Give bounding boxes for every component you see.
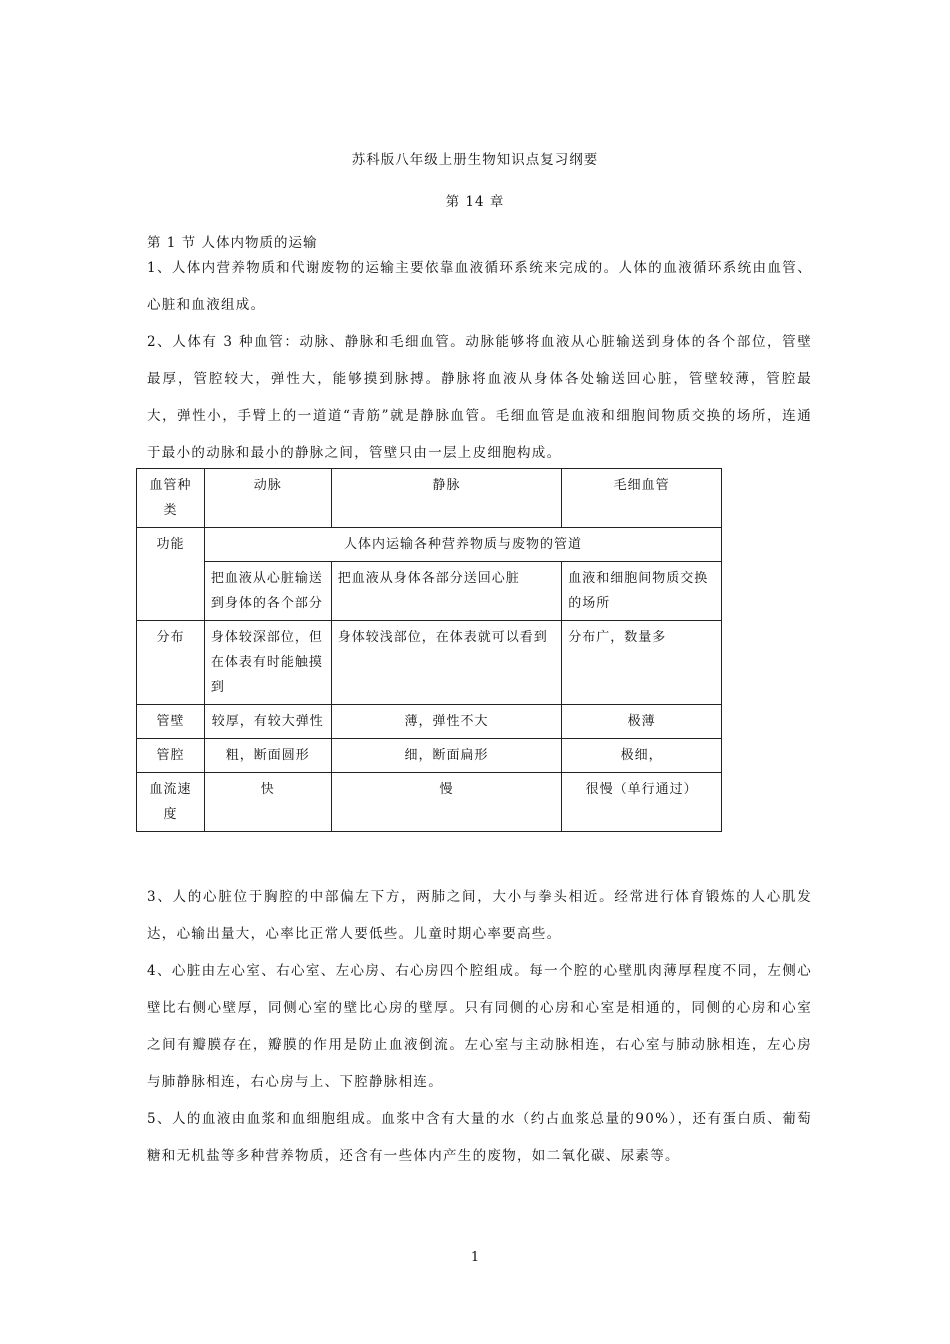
document-title: 苏科版八年级上册生物知识点复习纲要 — [351, 152, 599, 168]
wall-artery: 较厚，有较大弹性 — [204, 705, 331, 739]
function-capillary: 血液和细胞间物质交换的场所 — [562, 562, 722, 621]
paragraph-5: 5、人的血液由血浆和血细胞组成。血浆中含有大量的水（约占血浆总量的90%），还有蛋白质、葡萄糖和无机盐等多种营养物质，还含有一些体内产生的废物，如二氧化碳、尿素等。 — [147, 1111, 812, 1164]
header-capillary: 毛细血管 — [562, 469, 722, 528]
distribution-artery: 身体较深部位，但在体表有时能触摸到 — [204, 621, 331, 705]
table-row-distribution — [137, 621, 722, 705]
distribution-capillary: 分布广，数量多 — [562, 621, 722, 705]
header-vein: 静脉 — [331, 469, 562, 528]
function-label: 功能 — [137, 528, 205, 621]
wall-vein: 薄，弹性不大 — [331, 705, 562, 739]
table-row-wall — [137, 705, 722, 739]
paragraph-4: 4、心脏由左心室、右心室、左心房、右心房四个腔组成。每一个腔的心壁肌肉薄厚程度不同，左侧心壁比右侧心壁厚，同侧心室的壁比心房的壁厚。只有同侧的心房和心室是相通的，同侧的心房和心室之间有瓣膜存在，瓣膜的作用是防止血液倒流。左心室与主动脉相连，右心室与肺动脉相连，左心房与肺静脉相连，右心房与上、下腔静脉相连。 — [147, 963, 812, 1090]
table-row-function — [137, 562, 722, 621]
distribution-label: 分布 — [137, 621, 205, 705]
chapter-heading: 第 14 章 — [445, 194, 505, 210]
header-artery: 动脉 — [204, 469, 331, 528]
paragraph-2: 2、人体有 3 种血管：动脉、静脉和毛细血管。动脉能够将血液从心脏输送到身体的各个部位，管壁最厚，管腔较大，弹性大，能够摸到脉搏。静脉将血液从身体各处输送回心脏，管壁较薄，管腔最大，弹性小，手臂上的一道道“青筋”就是静脉血管。毛细血管是血液和细胞间物质交换的场所，连通于最小的动脉和最小的静脉之间，管壁只由一层上皮细胞构成。 — [147, 334, 812, 461]
table-row-function-common — [137, 528, 722, 562]
lumen-capillary: 极细， — [562, 739, 722, 773]
paragraph-1: 1、人体内营养物质和代谢废物的运输主要依靠血液循环系统来完成的。人体的血液循环系统由血管、心脏和血液组成。 — [147, 260, 812, 313]
paragraph-3: 3、人的心脏位于胸腔的中部偏左下方，两肺之间，大小与拳头相近。经常进行体育锻炼的人心肌发达，心输出量大，心率比正常人要低些。儿童时期心率要高些。 — [147, 889, 812, 942]
page-number: 1 — [470, 1250, 480, 1265]
header-label: 血管种类 — [137, 469, 205, 528]
function-vein: 把血液从身体各部分送回心脏 — [331, 562, 562, 621]
lumen-artery: 粗，断面圆形 — [204, 739, 331, 773]
flow-capillary: 很慢（单行通过） — [562, 773, 722, 832]
lumen-vein: 细，断面扁形 — [331, 739, 562, 773]
flow-artery: 快 — [204, 773, 331, 832]
distribution-vein: 身体较浅部位，在体表就可以看到 — [331, 621, 562, 705]
table-row-header — [137, 469, 722, 528]
lumen-label: 管腔 — [137, 739, 205, 773]
wall-label: 管壁 — [137, 705, 205, 739]
table-row-lumen — [137, 739, 722, 773]
blood-vessel-table — [136, 468, 722, 832]
section-heading: 第 1 节 人体内物质的运输 — [147, 235, 318, 251]
flow-vein: 慢 — [331, 773, 562, 832]
wall-capillary: 极薄 — [562, 705, 722, 739]
function-common: 人体内运输各种营养物质与废物的管道 — [204, 528, 721, 562]
function-artery: 把血液从心脏输送到身体的各个部分 — [204, 562, 331, 621]
flow-label: 血流速度 — [137, 773, 205, 832]
table-row-flow — [137, 773, 722, 832]
